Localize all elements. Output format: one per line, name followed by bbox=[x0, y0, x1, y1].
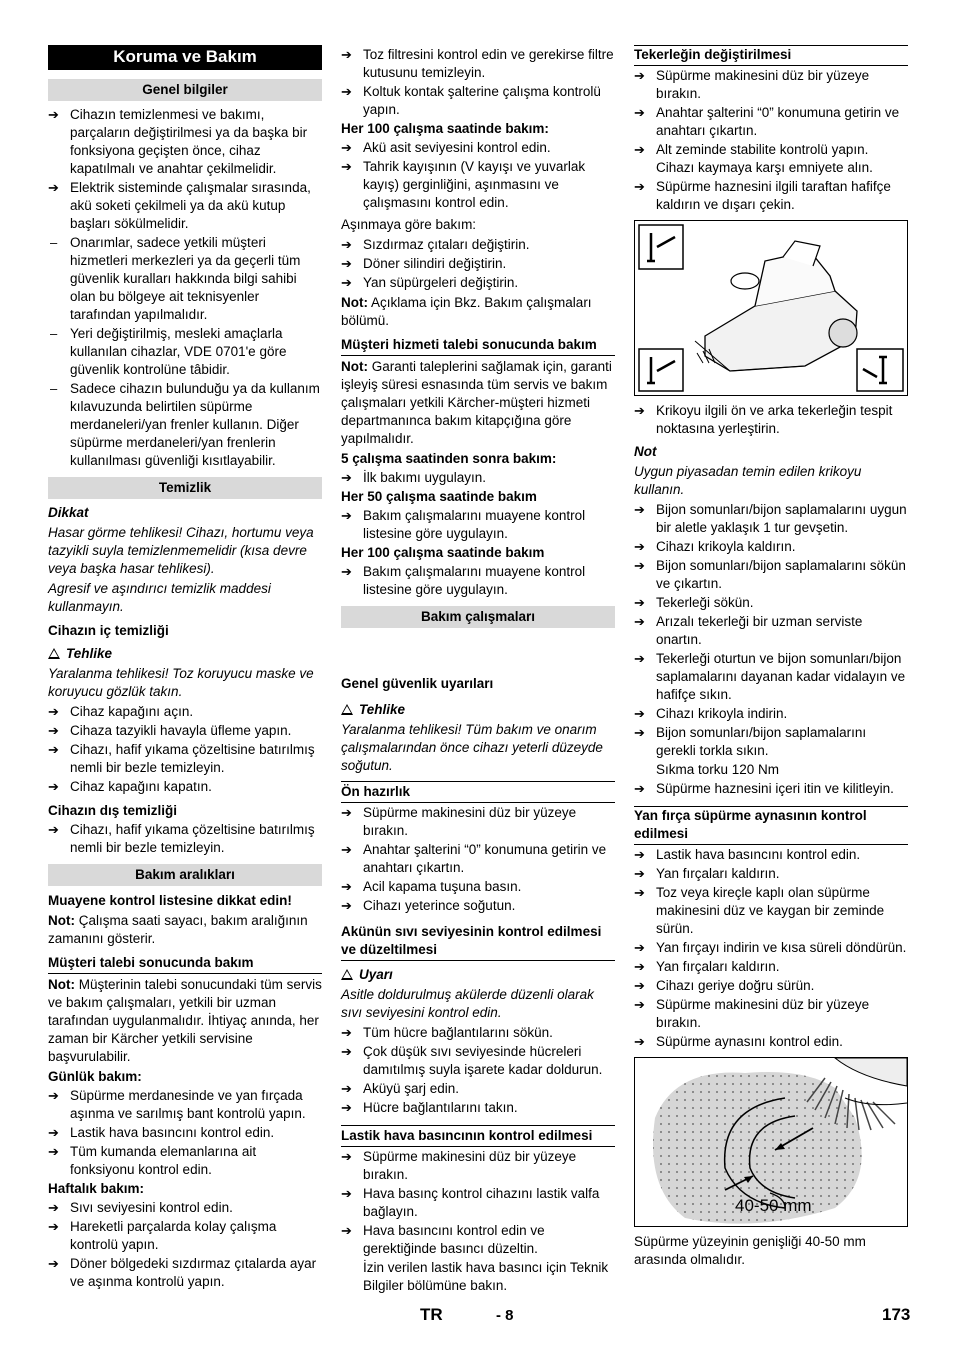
list-item: ➔ Hava basınç kontrol cihazını lastik valfa bağlayın. bbox=[341, 1185, 615, 1221]
list-item: ➔ Yan süpürgeleri değiştirin. bbox=[341, 274, 615, 292]
list-item: ➔ Arızalı tekerleği bir uzman serviste onartın. bbox=[634, 613, 908, 649]
list-item: ➔ Cihazın temizlenmesi ve bakımı, parçaların değiştirilmesi ya da başka bir fonksiyona geçişten önce, cihaz kapatılmalı ve anahtar çekilmelidir. bbox=[48, 106, 322, 178]
heading-5h: 5 çalışma saatinden sonra bakım: bbox=[341, 451, 557, 466]
sweeper-illustration bbox=[635, 221, 907, 395]
list-item: ➔ Süpürme makinesini düz bir yüzeye bırakın. bbox=[634, 996, 908, 1032]
list-item: ➔ Bijon somunları/bijon saplamalarını sökün ve çıkartın. bbox=[634, 557, 908, 593]
list-item: ➔ Elektrik sisteminde çalışmalar sırasında, akü soketi çekilmeli ya da akü kutup başları sökülmelidir. bbox=[48, 179, 322, 233]
list-item: – Yeri değiştirilmiş, mesleki amaçlarla kullanılan cihazlar, VDE 0701'e göre güvenlik kontrolüne tâbidir. bbox=[48, 325, 322, 379]
note-text: Not: Açıklama için Bkz. Bakım çalışmaları bölümü. bbox=[341, 295, 592, 328]
warning-icon bbox=[48, 648, 60, 659]
list-item: ➔ Toz filtresini kontrol edin ve gerekirse filtre kutusunu temizleyin. bbox=[341, 46, 615, 82]
list-item: ➔ Cihazı, hafif yıkama çözeltisine batırılmış nemli bir bezle temizleyin. bbox=[48, 741, 322, 777]
list-item: ➔ Alt zeminde stabilite kontrolü yapın. Cihazı kaymaya karşı emniyete alın. bbox=[634, 141, 908, 177]
list-item: ➔ Çok düşük sıvı seviyesinde hücreleri damıtılmış suyla işarete kadar doldurun. bbox=[341, 1043, 615, 1079]
list-item: Sıkma torku 120 Nm bbox=[656, 762, 780, 777]
band-general-info: Genel bilgiler bbox=[48, 79, 322, 101]
note-text: Not: Çalışma saati sayacı, bakım aralığının zamanını gösterir. bbox=[48, 913, 308, 946]
list-item: ➔ Süpürme makinesini düz bir yüzeye bırakın. bbox=[341, 804, 615, 840]
caution-text-2: Agresif ve aşındırıcı temizlik maddesi kullanmayın. bbox=[48, 581, 271, 614]
list-item: ➔ Akü asit seviyesini kontrol edin. bbox=[341, 139, 615, 157]
footer-language: TR bbox=[420, 1305, 443, 1324]
list-item: ➔ Yan fırçaları kaldırın. bbox=[634, 865, 908, 883]
list-item: ➔ Yan fırçaları kaldırın. bbox=[634, 958, 908, 976]
list-item: ➔ Aküyü şarj edin. bbox=[341, 1080, 615, 1098]
note-text: Not: Garanti taleplerini sağlamak için, garanti işleyiş süresi esnasında tüm servis ve bakım çalışmaları yetkili Kärcher-müşteri hizmeti departmanınca bakım kitapçığına göre yapılmalıdır. bbox=[341, 359, 612, 446]
list-item: ➔ Döner bölgedeki sızdırmaz çıtalarda ayar ve aşınma kontrolü yapın. bbox=[48, 1255, 322, 1291]
heading-service-request: Müşteri hizmeti talebi sonucunda bakım bbox=[341, 336, 615, 356]
list-item: ➔ Acil kapama tuşuna basın. bbox=[341, 878, 615, 896]
list-item: ➔ İlk bakımı uygulayın. bbox=[341, 469, 615, 487]
sweep-pattern-figure bbox=[634, 1057, 908, 1227]
heading-battery: Akünün sıvı seviyesinin kontrol edilmesi ve düzeltilmesi bbox=[341, 923, 615, 961]
width-label: 40-50 mm bbox=[735, 1196, 812, 1215]
band-cleaning: Temizlik bbox=[48, 477, 322, 499]
list-item: ➔ Bijon somunları/bijon saplamalarını gerekli torkla sıkın. bbox=[634, 724, 908, 760]
warning-icon bbox=[341, 969, 353, 980]
list-item: ➔ Yan fırçayı indirin ve kısa süreli döndürün. bbox=[634, 939, 908, 957]
heading-safety: Genel güvenlik uyarıları bbox=[341, 676, 494, 691]
list-item: İzin verilen lastik hava basıncı için Teknik Bilgiler bölümüne bakın. bbox=[363, 1260, 609, 1293]
list-item: ➔ Süpürme haznesini ilgili taraftan hafifçe kaldırın ve dışarı çekin. bbox=[634, 178, 908, 214]
heading-100h: Her 100 çalışma saatinde bakım: bbox=[341, 121, 549, 136]
list-item: ➔ Tüm kumanda elemanlarına ait fonksiyonu kontrol edin. bbox=[48, 1143, 322, 1179]
danger-heading: Tehlike bbox=[341, 701, 615, 719]
list-item: ➔ Cihazı, hafif yıkama çözeltisine batırılmış nemli bir bezle temizleyin. bbox=[48, 821, 322, 857]
heading-100h-2: Her 100 çalışma saatinde bakım bbox=[341, 545, 545, 560]
note-text: Uygun piyasadan temin edilen krikoyu kullanın. bbox=[634, 464, 862, 497]
band-maintenance-work: Bakım çalışmaları bbox=[341, 606, 615, 628]
list-item: ➔ Cihaz kapağını açın. bbox=[48, 703, 322, 721]
heading-daily: Günlük bakım: bbox=[48, 1069, 142, 1084]
sweeper-figure bbox=[634, 220, 908, 396]
warning-heading: Uyarı bbox=[341, 966, 615, 984]
list-item: ➔ Cihazı krikoyla kaldırın. bbox=[634, 538, 908, 556]
list-item: ➔ Bijon somunları/bijon saplamalarını uygun bir aletle yaklaşık 1 tur gevşetin. bbox=[634, 501, 908, 537]
caution-heading: Dikkat bbox=[48, 505, 89, 520]
list-item: ➔ Hücre bağlantılarını takın. bbox=[341, 1099, 615, 1117]
list-item: ➔ Cihazı krikoyla indirin. bbox=[634, 705, 908, 723]
list-item: ➔ Hava basıncını kontrol edin ve gerektiğinde basıncı düzeltin. bbox=[341, 1222, 615, 1258]
list-item: ➔ Tekerleği oturtun ve bijon somunları/bijon saplamalarını dayanan kadar vidalayın ve hafifçe sıkın. bbox=[634, 650, 908, 704]
heading-side-brush: Yan fırça süpürme aynasının kontrol edilmesi bbox=[634, 806, 908, 845]
heading-50h: Her 50 çalışma saatinde bakım bbox=[341, 489, 537, 504]
list-item: ➔ Cihazı yeterince soğutun. bbox=[341, 897, 615, 915]
list-item: ➔ Anahtar şalterini “0” konumuna getirin ve anahtarı çıkartın. bbox=[634, 104, 908, 140]
column-2 bbox=[341, 45, 615, 1296]
list-item: ➔ Tekerleği sökün. bbox=[634, 594, 908, 612]
note-text: Not: Müşterinin talebi sonucundaki tüm servis ve bakım çalışmaları, yetkili bir uzman tarafından uygulanmalıdır. İhtiyaç anında, her zaman bir Kärcher yetkili servisine başvurulabilir. bbox=[48, 977, 322, 1064]
list-item: ➔ Sıvı seviyesini kontrol edin. bbox=[48, 1199, 322, 1217]
list-item: ➔ Bakım çalışmalarını muayene kontrol listesine göre uygulayın. bbox=[341, 563, 615, 599]
heading-wheel-change: Tekerleğin değiştirilmesi bbox=[634, 45, 908, 66]
column-3 bbox=[634, 45, 908, 1271]
danger-text: Yaralanma tehlikesi! Toz koruyucu maske ve koruyucu gözlük takın. bbox=[48, 666, 314, 699]
heading-customer-request: Müşteri talebi sonucunda bakım bbox=[48, 954, 322, 974]
list-item: ➔ Lastik hava basıncını kontrol edin. bbox=[634, 846, 908, 864]
heading-weekly: Haftalık bakım: bbox=[48, 1181, 145, 1196]
list-item: ➔ Süpürme makinesini düz bir yüzeye bırakın. bbox=[341, 1148, 615, 1184]
list-item: – Onarımlar, sadece yetkili müşteri hizmetleri merkezleri ya da geçerli tüm güvenlik kuralları hakkında bilgi sahibi olan bu bölgeye ait teknisyenler tarafından yapılmalıdır. bbox=[48, 234, 322, 324]
caution-text: Hasar görme tehlikesi! Cihazı, hortumu veya tazyikli suyla temizlenmemelidir (kısa devre veya başka hasar tehlikesi). bbox=[48, 525, 314, 576]
footer-page-index: - 8 bbox=[496, 1307, 514, 1324]
list-item: ➔ Hareketli parçalarda kolay çalışma kontrolü yapın. bbox=[48, 1218, 322, 1254]
list-item: ➔ Cihaz kapağını kapatın. bbox=[48, 778, 322, 796]
list-item: ➔ Süpürme makinesini düz bir yüzeye bırakın. bbox=[634, 67, 908, 103]
note-heading: Not bbox=[634, 444, 657, 459]
band-maintenance-intervals: Bakım aralıkları bbox=[48, 864, 322, 886]
list-item: ➔ Döner silindiri değiştirin. bbox=[341, 255, 615, 273]
warning-icon bbox=[341, 704, 353, 715]
heading-preparation: Ön hazırlık bbox=[341, 781, 615, 803]
heading-checklist: Muayene kontrol listesine dikkat edin! bbox=[48, 893, 292, 908]
list-item: ➔ Koltuk kontak şalterine çalışma kontrolü yapın. bbox=[341, 83, 615, 119]
warning-text: Asitle doldurulmuş akülerde düzenli olarak sıvı seviyesini kontrol edin. bbox=[341, 987, 594, 1020]
list-item: ➔ Bakım çalışmalarını muayene kontrol listesine göre uygulayın. bbox=[341, 507, 615, 543]
list-item: ➔ Sızdırmaz çıtaları değiştirin. bbox=[341, 236, 615, 254]
list-item: ➔ Cihaza tazyikli havayla üfleme yapın. bbox=[48, 722, 322, 740]
danger-heading: Tehlike bbox=[48, 645, 322, 663]
heading-exterior-cleaning: Cihazın dış temizliği bbox=[48, 803, 178, 818]
list-item: ➔ Süpürme merdanesinde ve yan fırçada aşınma ve sarılmış bant kontrolü yapın. bbox=[48, 1087, 322, 1123]
list-item: ➔ Krikoyu ilgili ön ve arka tekerleğin tespit noktasına yerleştirin. bbox=[634, 402, 908, 438]
list-item: ➔ Anahtar şalterini “0” konumuna getirin ve anahtarı çıkartın. bbox=[341, 841, 615, 877]
list-item: ➔ Toz veya kireçle kaplı olan süpürme makinesini düz ve kaygan bir zeminde sürün. bbox=[634, 884, 908, 938]
list-item: ➔ Cihazı geriye doğru sürün. bbox=[634, 977, 908, 995]
list-item: ➔ Süpürme haznesini içeri itin ve kilitleyin. bbox=[634, 780, 908, 798]
column-1 bbox=[48, 45, 322, 1292]
footer-page-number: 173 bbox=[882, 1305, 911, 1324]
list-item: ➔ Tahrik kayışının (V kayışı ve yuvarlak kayış) gerginliğini, aşınmasını ve çalışmasını kontrol edin. bbox=[341, 158, 615, 212]
list-item: – Sadece cihazın bulunduğu ya da kullanım kılavuzunda belirtilen süpürme merdaneleri/yan frenler kullanın. Diğer süpürme merdaneleri/yan frenlerin kullanılması güvenliği kısıtlayabilir. bbox=[48, 380, 322, 470]
heading-interior-cleaning: Cihazın iç temizliği bbox=[48, 623, 169, 638]
section-title: Koruma ve Bakım bbox=[48, 45, 322, 70]
figure-caption: Süpürme yüzeyinin genişliği 40-50 mm arasında olmalıdır. bbox=[634, 1234, 866, 1267]
heading-tire-pressure: Lastik hava basıncının kontrol edilmesi bbox=[341, 1125, 615, 1147]
list-item: ➔ Tüm hücre bağlantılarını sökün. bbox=[341, 1024, 615, 1042]
wear-intro: Aşınmaya göre bakım: bbox=[341, 217, 477, 232]
danger-text: Yaralanma tehlikesi! Tüm bakım ve onarım çalışmalarından önce cihazı yeterli düzeyde soğutun. bbox=[341, 722, 603, 773]
list-item: ➔ Lastik hava basıncını kontrol edin. bbox=[48, 1124, 322, 1142]
list-item: ➔ Süpürme aynasını kontrol edin. bbox=[634, 1033, 908, 1051]
